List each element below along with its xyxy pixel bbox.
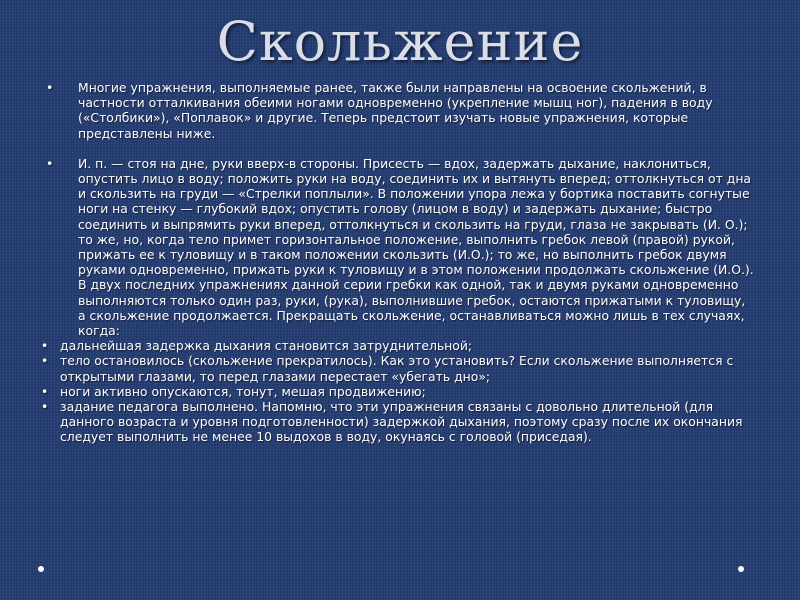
bullet-marker: • xyxy=(41,383,49,399)
condition-text: ноги активно опускаются, тонут, мешая продвижению; xyxy=(60,383,426,399)
decorative-dot-right xyxy=(738,566,744,572)
condition-text: тело остановилось (скольжение прекратилось). Как это установить? Если скольжение выполняется с открытыми глазами, то перед глазами перестает «убегать дно»; xyxy=(60,353,734,384)
list-item xyxy=(41,399,756,445)
condition-text: дальнейшая задержка дыхания становится затруднительной; xyxy=(60,338,473,354)
list-item xyxy=(41,353,756,384)
decorative-dot-left xyxy=(38,566,44,572)
list-item xyxy=(41,383,756,399)
slide-content xyxy=(41,80,756,445)
slide-title: Скольжение xyxy=(216,10,584,73)
paragraph-exercises xyxy=(44,156,756,338)
paragraph-spacer xyxy=(44,141,756,156)
paragraph-intro-text: Многие упражнения, выполняемые ранее, также были направлены на освоение скольжений, в частности отталкивания обеими ногами одновременно (укрепление мышц ног), падения в воду («Столбики»), «Поплавок» и другие. Теперь предстоит изучать новые упражнения, которые представлены ниже. xyxy=(78,80,713,141)
bullet-marker: • xyxy=(41,399,49,415)
bullet-marker: • xyxy=(46,80,54,95)
bullet-marker: • xyxy=(46,155,54,171)
paragraph-intro xyxy=(44,80,756,141)
bullet-marker: • xyxy=(41,353,49,369)
bullet-marker: • xyxy=(41,338,49,354)
list-item xyxy=(41,338,756,354)
paragraph-exercises-text: И. п. — стоя на дне, руки вверх-в стороны. Присесть — вдох, задержать дыхание, наклониться, опустить лицо в воду; положить руки на воду, соединить их и вытянуть вперед; оттолкнуться от дна и скользить на груди — «Стрелки поплыли». В положении упора лежа у бортика поставить согнутые ноги на стенку — глубокий вдох; опустить голову (лицом в воду) и задержать дыхание; быстро соединить и выпрямить руки вперед, оттолкнуться и скользить на груди, глаза не закрывать (И. О.); то же, но, когда тело примет горизонтальное положение, выполнить гребок левой (правой) рукой, прижать ее к туловищу и в таком положении скользить (И.О.); то же, но выполнить гребок двумя руками одновременно, прижать руки к туловищу и в этом положении продолжать скольжение (И.О.). В двух последних упражнениях данной серии гребки как одной, так и двумя руками одновременно выполняются только один раз, руки, (рука), выполнившие гребок, остаются прижатыми к туловищу, а скольжение продолжается. Прекращать скольжение, останавливаться можно лишь в тех случаях, когда: xyxy=(78,155,754,339)
condition-text: задание педагога выполнено. Напомню, что эти упражнения связаны с довольно длительной (для данного возраста и уровня подготовленности) задержкой дыхания, поэтому сразу после их окончания следует выполнить не менее 10 выдохов в воду, окунаясь с головой (приседая). xyxy=(60,399,743,445)
